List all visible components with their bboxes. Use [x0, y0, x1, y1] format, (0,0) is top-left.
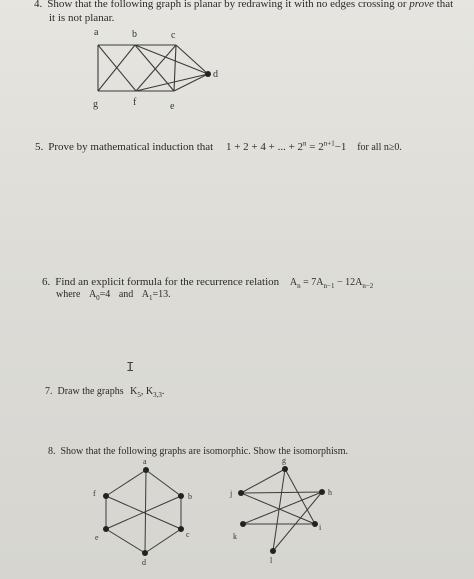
vertex-label-e: e: [95, 533, 99, 542]
question-6-recurrence: $A_n = 7A_{n-1} - 12A_{n-2}$: [289, 277, 374, 290]
question-5-text: Prove by mathematical induction that: [48, 141, 214, 153]
edge-g-j: [241, 469, 285, 493]
vertex-label-f: f: [133, 97, 137, 108]
question-7: 7. Draw the graphs $K_5$, $K_{3,3}$.: [45, 386, 165, 399]
edge-h-k: [243, 492, 322, 524]
question-6-initial-conditions: where $A_0=4$ and $A_1=13$.: [56, 289, 171, 302]
vertex-label-l: l: [270, 556, 273, 565]
question-7-number: 7.: [45, 386, 53, 397]
edge-h-j: [241, 492, 322, 493]
vertex-label-c: c: [186, 530, 190, 539]
vertex-h: [319, 489, 325, 495]
question-8-text: Show that the following graphs are isomorphic. Show the isomorphism.: [60, 446, 348, 457]
vertex-label-e: e: [170, 101, 175, 112]
vertex-label-k: k: [233, 532, 237, 541]
vertex-g: [282, 466, 288, 472]
question-8-number: 8.: [48, 446, 56, 457]
question-4-number: 4.: [34, 0, 43, 10]
vertex-label-h: h: [328, 488, 332, 497]
vertex-label-a: a: [94, 27, 99, 38]
question-5-number: 5.: [35, 141, 44, 153]
text-cursor-icon: I: [126, 360, 135, 376]
vertex-label-c: c: [171, 30, 176, 41]
vertex-l: [270, 548, 276, 554]
vertex-label-d: d: [213, 69, 218, 80]
question-4-text: Show that the following graph is planar by redrawing it with no edges crossing or: [47, 0, 410, 10]
vertex-label-i: i: [319, 523, 322, 532]
question-6-text: Find an explicit formula for the recurrence relation: [55, 276, 280, 288]
question-5-formula: 1 + 2 + 4 + ... + $2^n = 2^{n+1}-1$: [225, 139, 347, 153]
vertex-label-g: g: [93, 99, 98, 110]
question-7-text: Draw the graphs: [57, 386, 124, 397]
vertex-k: [240, 521, 246, 527]
vertex-label-a: a: [143, 457, 147, 466]
vertex-label-g: g: [282, 456, 286, 465]
question-4-line-2: it is not planar.: [49, 12, 115, 24]
vertex-label-b: b: [132, 29, 137, 40]
vertex-label-f: f: [93, 489, 96, 498]
question-5-condition: for all n≥0.: [357, 142, 402, 153]
question-4-text-end: that: [433, 0, 454, 10]
vertex-label-j: j: [230, 489, 233, 498]
vertex-i: [312, 521, 318, 527]
question-6-number: 6.: [42, 276, 51, 288]
vertex-label-b: b: [188, 492, 192, 501]
vertex-label-d: d: [142, 558, 146, 567]
vertex-j: [238, 490, 244, 496]
question-4-emphasis: prove: [409, 0, 434, 10]
